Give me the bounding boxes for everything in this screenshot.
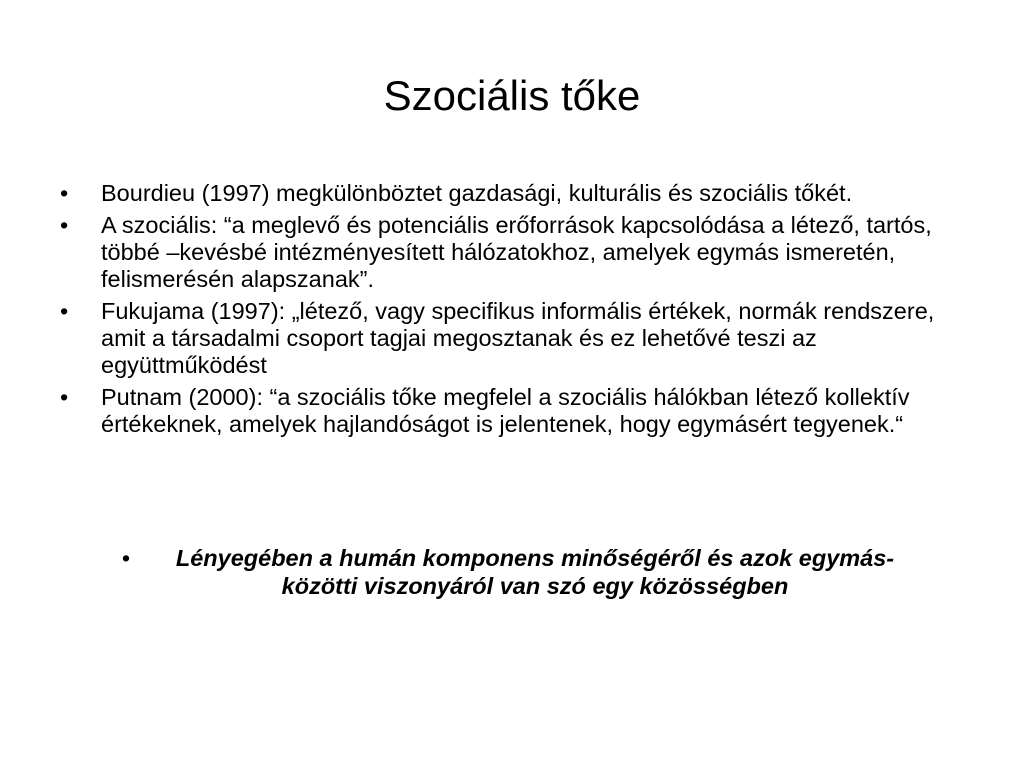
summary-item [112, 544, 912, 600]
bullet-icon: • [60, 212, 69, 238]
bullet-list [60, 180, 980, 443]
summary-list [112, 544, 912, 600]
bullet-icon: • [60, 298, 69, 324]
summary-text: Lényegében a humán komponens minőségéről és azok egymás-közötti viszonyáról van szó egy közösségben [175, 545, 895, 599]
list-item [60, 212, 980, 293]
bullet-text: A szociális: “a meglevő és potenciális erőforrások kapcsolódása a létező, tartós, többé –kevésbé intézményesített hálózatokhoz, amelyek egymás ismeretén, felismerésén alapszanak”. [101, 212, 932, 292]
slide-title: Szociális tőke [383, 72, 641, 119]
bullet-icon: • [121, 545, 131, 571]
bullet-text: Fukujama (1997): „létező, vagy specifikus informális értékek, normák rendszere, amit a társadalmi csoport tagjai megosztanak és ez lehetővé teszi az együttműködést [101, 298, 935, 378]
bullet-text: Putnam (2000): “a szociális tőke megfelel a szociális hálókban létező kollektív értékeknek, amelyek hajlandóságot is jelentenek, hogy egymásért tegyenek.“ [101, 384, 910, 437]
list-item [60, 384, 980, 438]
list-item [60, 298, 980, 379]
bullet-icon: • [60, 384, 69, 410]
bullet-icon: • [60, 180, 69, 206]
bullet-text: Bourdieu (1997) megkülönböztet gazdasági, kulturális és szociális tőkét. [101, 180, 853, 206]
list-item [60, 180, 980, 207]
